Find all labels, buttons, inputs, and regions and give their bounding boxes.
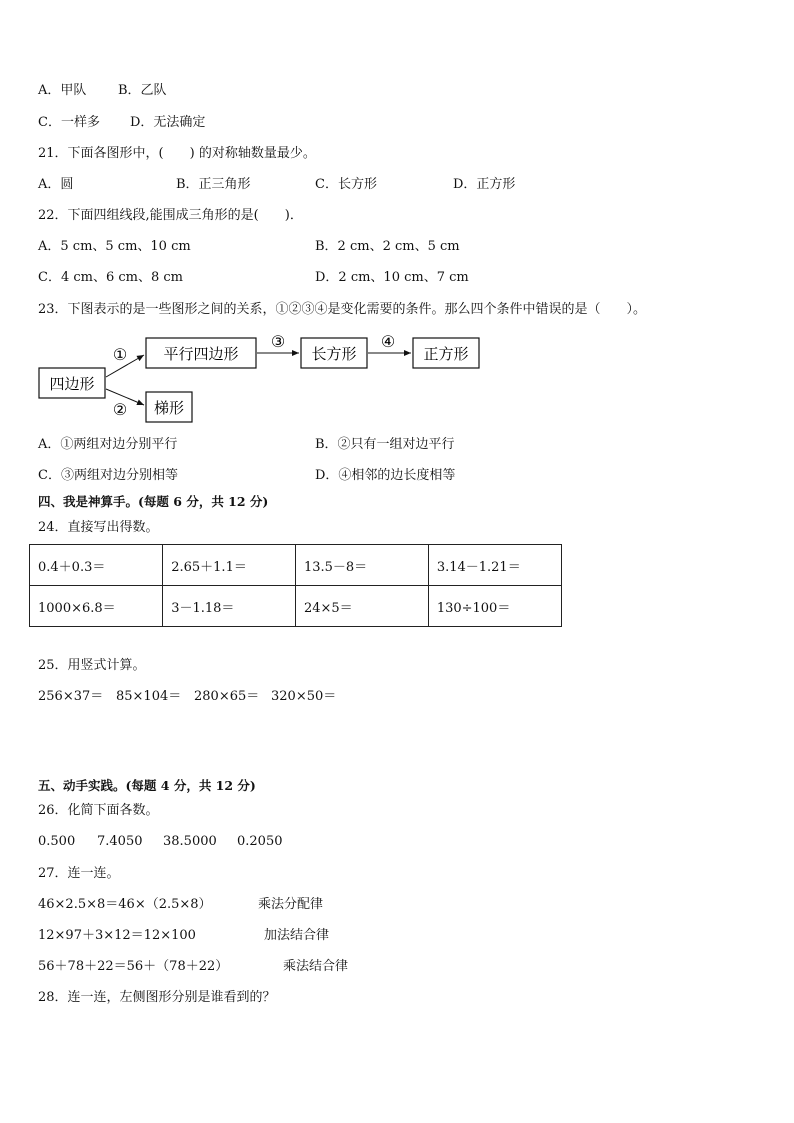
label-pingxing: 平行四边形 (163, 345, 239, 363)
q25-item-2: 85×104＝ (116, 689, 182, 704)
condition-1-label: ① (112, 345, 128, 364)
q27-left-2: 12×97＋3×12＝12×100 (38, 928, 196, 943)
q27-left-1: 46×2.5×8＝46×（2.5×8） (38, 897, 212, 912)
section-5-heading: 五、动手实践。(每题 4 分，共 12 分) (38, 778, 256, 793)
box-tixing (146, 392, 192, 422)
q27-right-3: 乘法结合律 (283, 959, 349, 974)
q20-option-b: B．乙队 (118, 83, 167, 98)
q26-stem: 26．化简下面各数。 (38, 803, 159, 818)
q24-stem: 24．直接写出得数。 (38, 520, 159, 535)
box-pingxing (146, 338, 256, 368)
table-cell: 13.5－8＝ (295, 545, 428, 586)
table-cell: 0.4＋0.3＝ (30, 545, 163, 586)
box-zhengfang (413, 338, 479, 368)
q24-table (29, 544, 562, 627)
q21-option-d: D．正方形 (453, 177, 516, 192)
table-cell: 1000×6.8＝ (30, 586, 163, 627)
q25-item-4: 320×50＝ (271, 689, 337, 704)
q23-option-b: B．②只有一组对边平行 (315, 437, 455, 452)
q26-item-3: 38.5000 (163, 834, 217, 849)
q25-item-3: 280×65＝ (194, 689, 260, 704)
table-cell: 130÷100＝ (428, 586, 561, 627)
q20-option-c: C．一样多 (38, 115, 100, 130)
label-tixing: 梯形 (153, 399, 185, 417)
condition-3-label: ③ (270, 332, 286, 351)
q26-item-1: 0.500 (38, 834, 76, 849)
condition-2-label: ② (112, 400, 128, 419)
q20-option-d: D．无法确定 (130, 115, 206, 130)
q27-right-2: 加法结合律 (264, 928, 330, 943)
box-sibianxing (39, 368, 105, 398)
q21-option-a: A．圆 (38, 177, 74, 192)
q23-option-a: A．①两组对边分别平行 (38, 437, 178, 452)
table-row (30, 586, 562, 627)
q28-stem: 28．连一连，左侧图形分别是谁看到的？ (38, 990, 276, 1005)
q21-option-c: C．长方形 (315, 177, 377, 192)
table-cell: 24×5＝ (295, 586, 428, 627)
label-zhengfang: 正方形 (423, 345, 469, 363)
q27-right-1: 乘法分配律 (258, 897, 324, 912)
q27-left-3: 56＋78＋22＝56＋（78＋22） (38, 959, 229, 974)
q22-stem: 22．下面四组线段,能围成三角形的是( )． (38, 208, 303, 223)
q22-option-b: B．2 cm、2 cm、5 cm (315, 239, 460, 254)
q23-option-c: C．③两组对边分别相等 (38, 468, 178, 483)
q20-option-a: A．甲队 (38, 83, 87, 98)
section-4-heading: 四、我是神算手。(每题 6 分，共 12 分) (38, 494, 269, 509)
q21-stem: 21．下面各图形中，( ) 的对称轴数量最少。 (38, 146, 316, 161)
q25-item-1: 256×37＝ (38, 689, 104, 704)
q26-item-4: 0.2050 (237, 834, 283, 849)
label-changfang: 长方形 (311, 345, 357, 363)
table-cell: 2.65＋1.1＝ (163, 545, 296, 586)
q22-option-c: C．4 cm、6 cm、8 cm (38, 270, 183, 285)
q23-option-d: D．④相邻的边长度相等 (315, 468, 456, 483)
q27-stem: 27．连一连。 (38, 866, 120, 881)
table-cell: 3－1.18＝ (163, 586, 296, 627)
box-changfang (301, 338, 367, 368)
shape-relationship-diagram (0, 330, 794, 430)
q22-option-a: A．5 cm、5 cm、10 cm (38, 239, 191, 254)
table-cell: 3.14－1.21＝ (428, 545, 561, 586)
q23-stem: 23．下图表示的是一些图形之间的关系，①②③④是变化需要的条件。那么四个条件中错误的是（ ）。 (38, 302, 647, 317)
q25-stem: 25．用竖式计算。 (38, 658, 146, 673)
condition-4-label: ④ (380, 332, 396, 351)
q22-option-d: D．2 cm、10 cm、7 cm (315, 270, 469, 285)
label-sibianxing: 四边形 (49, 375, 95, 393)
q21-option-b: B．正三角形 (176, 177, 251, 192)
q26-item-2: 7.4050 (97, 834, 143, 849)
table-row (30, 545, 562, 586)
